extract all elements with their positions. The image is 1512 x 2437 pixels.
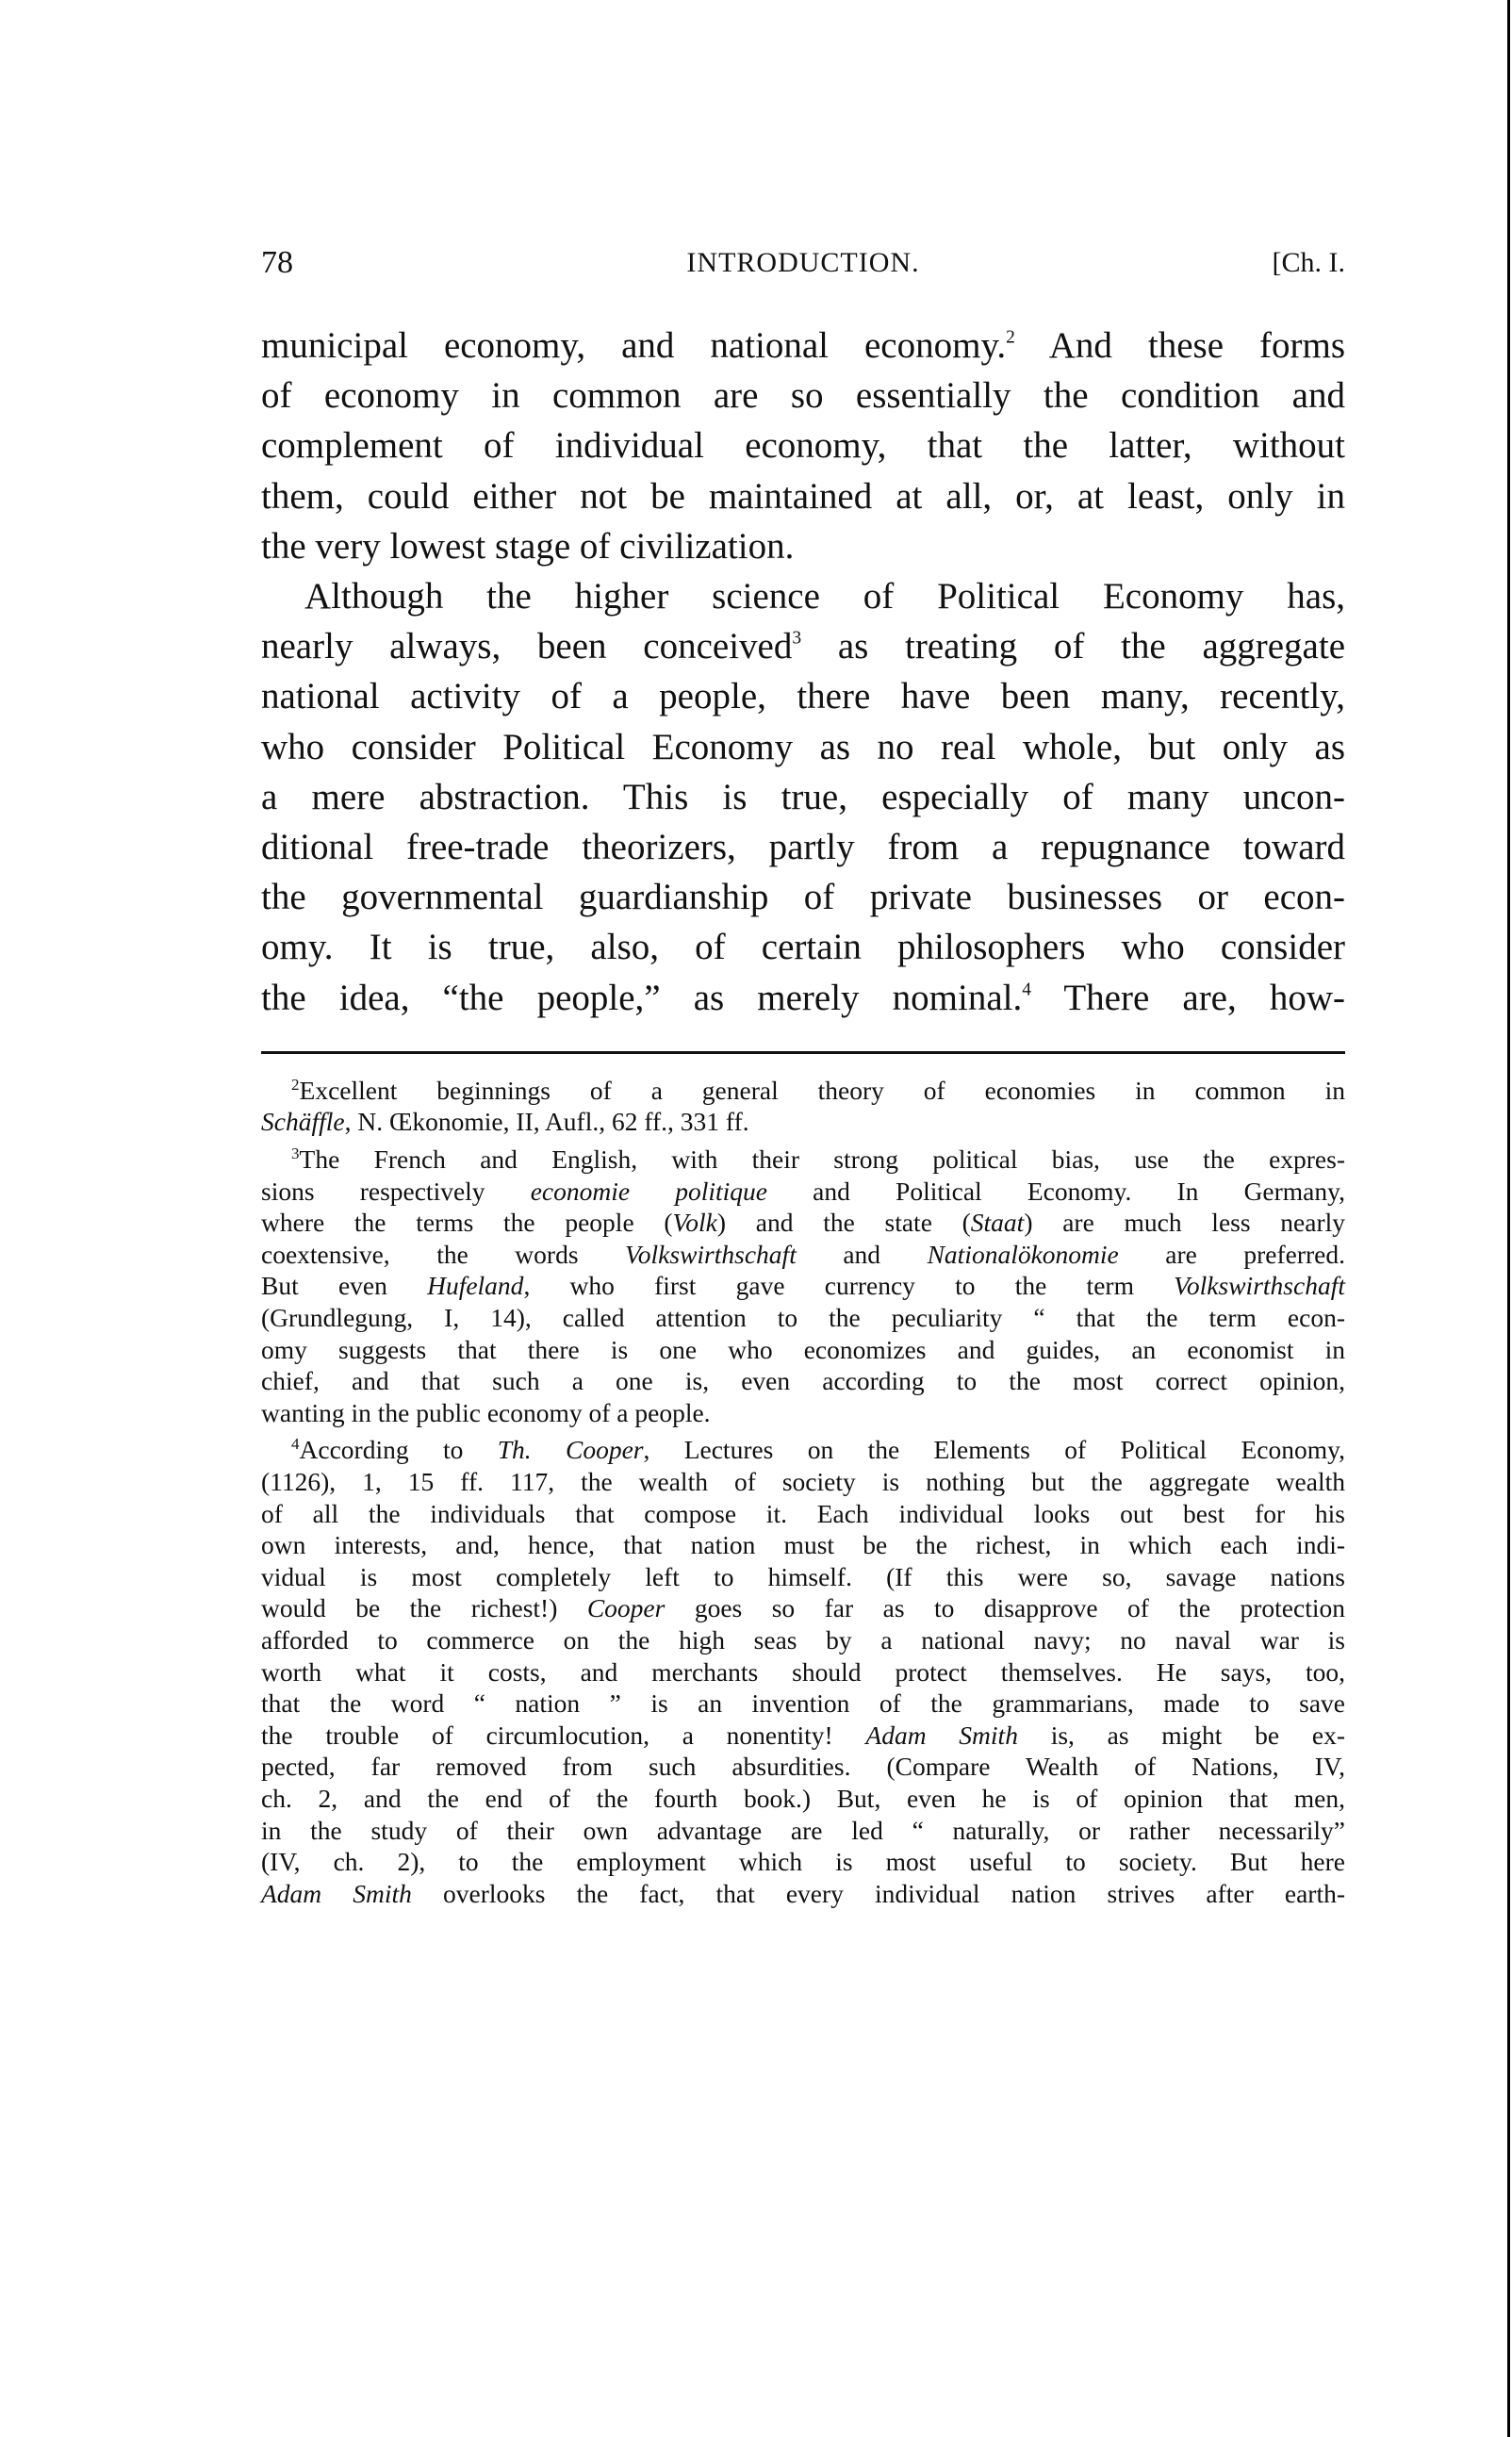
author-name: Th. Cooper — [497, 1435, 644, 1465]
running-title: INTRODUCTION. — [686, 247, 920, 278]
paragraph-2 — [261, 571, 1345, 1023]
footnote-ref-2[interactable]: 2 — [1006, 327, 1015, 348]
text-line — [261, 973, 1345, 1023]
text-line — [261, 1144, 1345, 1176]
text-line: wanting in the public economy of a people. — [261, 1397, 711, 1427]
text-line — [261, 1207, 1345, 1239]
text-span: coextensive, the words — [261, 1239, 626, 1269]
text-line: (1126), 1, 15 ff. 117, the wealth of society is nothing but the aggregate wealth — [261, 1466, 1345, 1496]
text-span: Excellent beginnings of a general theory of economies in common in — [299, 1075, 1345, 1105]
author-name: Hufeland — [427, 1271, 524, 1301]
footnote-ref-3[interactable]: 3 — [792, 628, 802, 649]
italic-term: Nationalökonomie — [927, 1239, 1119, 1269]
text-span: According to — [299, 1435, 498, 1465]
text-line — [261, 1592, 1345, 1624]
footnote-marker: 3 — [291, 1144, 300, 1162]
page-edge-line — [1507, 0, 1510, 2437]
footnote-divider — [261, 1051, 1345, 1054]
text-line — [261, 1720, 1345, 1752]
book-page — [261, 238, 1345, 1915]
text-span: would be the richest!) — [261, 1593, 587, 1623]
text-line — [261, 621, 1345, 671]
text-line: ch. 2, and the end of the fourth book.) But, even he is of opinion that men, — [261, 1783, 1345, 1813]
text-line: omy. It is true, also, of certain philosophers who consider — [261, 927, 1345, 968]
text-line: own interests, and, hence, that nation must be the richest, in which each indi- — [261, 1530, 1345, 1560]
italic-term: Volk — [672, 1208, 717, 1238]
text-line — [261, 321, 1345, 370]
main-text — [261, 321, 1345, 1023]
text-span: , N. Œkonomie, II, Aufl., 62 ff., 331 ff. — [344, 1107, 749, 1137]
text-line — [261, 1239, 1345, 1271]
text-span: sions respectively — [261, 1176, 531, 1206]
text-span: There are, how- — [1030, 977, 1345, 1018]
text-span: ) are much less nearly — [1024, 1208, 1345, 1238]
text-line — [261, 1878, 1345, 1910]
text-span: overlooks the fact, that every individual nation strives after earth- — [411, 1878, 1345, 1908]
text-line — [261, 1176, 1345, 1208]
footnote-4 — [261, 1434, 1345, 1909]
text-span: and — [796, 1239, 928, 1269]
running-header — [261, 238, 1345, 294]
text-span: the idea, “the people,” as merely nominal. — [261, 977, 1023, 1018]
text-line — [261, 1434, 1345, 1466]
text-line: ditional free-trade theorizers, partly from a repugnance toward — [261, 827, 1345, 868]
author-name: Schäffle — [261, 1107, 345, 1137]
text-line — [261, 1106, 1345, 1138]
footnote-ref-4[interactable]: 4 — [1022, 980, 1031, 1000]
text-line: pected, far removed from such absurdities. (Compare Wealth of Nations, IV, — [261, 1752, 1345, 1782]
text-line: in the study of their own advantage are led “ naturally, or rather necessarily” — [261, 1815, 1345, 1845]
text-span: , who first gave currency to the term — [523, 1271, 1175, 1301]
text-span: and Political Economy. In Germany, — [767, 1176, 1345, 1206]
text-span: municipal economy, and national economy. — [261, 325, 1007, 366]
author-name: Cooper — [586, 1593, 666, 1623]
text-line: the governmental guardianship of private businesses or econ- — [261, 877, 1345, 918]
text-span: as treating of the aggregate — [801, 626, 1346, 667]
italic-term: economie politique — [530, 1176, 768, 1206]
text-line: them, could either not be maintained at all, or, at least, only in — [261, 475, 1345, 517]
text-line: Although the higher science of Political Economy has, — [304, 576, 1345, 617]
footnote-marker: 2 — [291, 1075, 300, 1094]
paragraph-1 — [261, 321, 1345, 571]
text-span: is, as might be ex- — [1017, 1720, 1345, 1750]
text-line: a mere abstraction. This is true, especially of many uncon- — [261, 776, 1345, 817]
text-line: who consider Political Economy as no real whole, but only as — [261, 726, 1345, 767]
text-span: The French and English, with their strong political bias, use the expres- — [299, 1144, 1345, 1175]
text-line: of economy in common are so essentially the condition and — [261, 375, 1345, 417]
footnote-2 — [261, 1075, 1345, 1138]
text-line — [261, 1270, 1345, 1302]
text-line: worth what it costs, and merchants should protect themselves. He says, too, — [261, 1656, 1345, 1687]
footnotes — [261, 1075, 1345, 1909]
text-span: where the terms the people ( — [261, 1208, 673, 1238]
italic-term: Volkswirthschaft — [1174, 1271, 1345, 1301]
page-number: 78 — [261, 245, 293, 280]
author-name: Adam Smith — [261, 1878, 412, 1908]
italic-term: Volkswirthschaft — [625, 1239, 797, 1269]
text-line: vidual is most completely left to himself. (If this were so, savage nations — [261, 1561, 1345, 1591]
text-span: goes so far as to disapprove of the protection — [665, 1593, 1345, 1623]
footnote-3 — [261, 1144, 1345, 1428]
text-line: of all the individuals that compose it. Each individual looks out best for his — [261, 1498, 1345, 1528]
italic-term: Staat — [970, 1208, 1025, 1238]
author-name: Adam Smith — [865, 1720, 1018, 1750]
text-span: , Lectures on the Elements of Political Economy, — [643, 1435, 1345, 1465]
text-span: nearly always, been conceived — [261, 626, 793, 667]
chapter-label: [Ch. I. — [1272, 247, 1345, 278]
text-span: But even — [261, 1271, 428, 1301]
text-line: afforded to commerce on the high seas by a national navy; no naval war is — [261, 1624, 1345, 1655]
text-line — [261, 1075, 1345, 1107]
text-line: (IV, ch. 2), to the employment which is most useful to society. But here — [261, 1847, 1345, 1877]
footnote-marker: 4 — [291, 1435, 300, 1454]
text-span: And these forms — [1014, 325, 1345, 366]
text-line: complement of individual economy, that the latter, without — [261, 425, 1345, 467]
text-span: ) and the state ( — [716, 1208, 971, 1238]
text-line: that the word “ nation ” is an invention of the grammarians, made to save — [261, 1688, 1345, 1719]
text-line: national activity of a people, there have been many, recently, — [261, 676, 1345, 717]
text-span: are preferred. — [1118, 1239, 1345, 1269]
text-line: (Grundlegung, I, 14), called attention to the peculiarity “ that the term econ- — [261, 1303, 1345, 1332]
text-line: chief, and that such a one is, even according to the most correct opinion, — [261, 1366, 1345, 1396]
text-span: the trouble of circumlocution, a nonentity! — [261, 1720, 866, 1750]
text-line: omy suggests that there is one who economizes and guides, an economist in — [261, 1334, 1345, 1364]
text-line: the very lowest stage of civilization. — [261, 525, 795, 567]
